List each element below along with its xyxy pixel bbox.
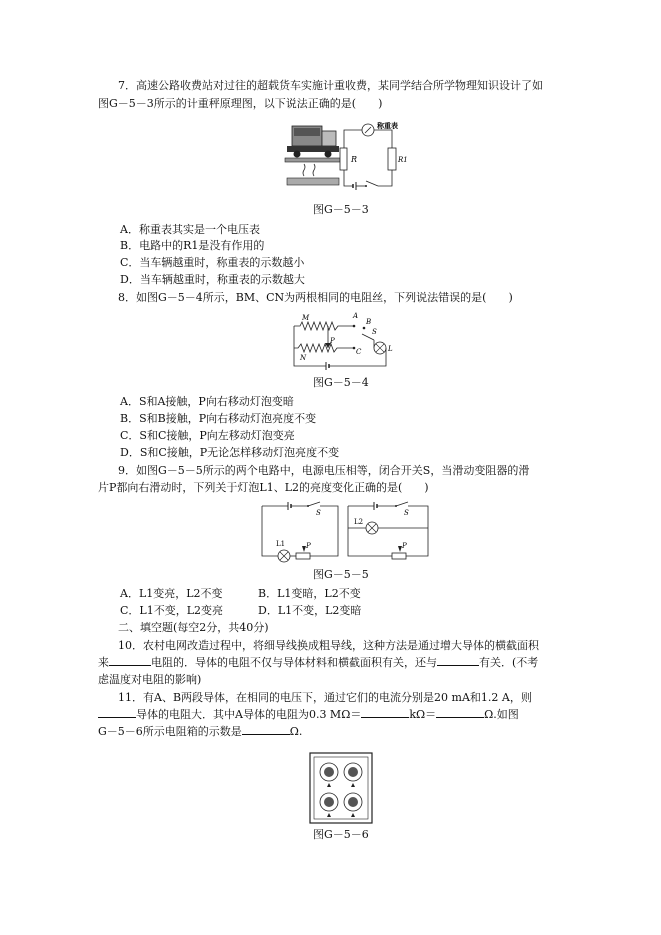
figure-g-5-3: [282, 118, 422, 193]
svg-text:L1: L1: [276, 540, 286, 548]
figure-caption: 图G－5－5: [313, 568, 369, 581]
q8-option-d: D．S和C接触，P无论怎样移动灯泡亮度不变: [120, 446, 340, 459]
q9-option-d: D．L1不变，L2变暗: [258, 604, 362, 617]
q10-line2: 来 电阻的．导体的电阻不仅与导体材料和横截面积有关，还与 有关．(不考: [98, 656, 539, 669]
q8-line1: 8．如图G－5－4所示，BM、CN为两根相同的电阻丝，下列说法错误的是( ): [118, 291, 513, 304]
q10-line3: 虑温度对电阻的影响): [98, 673, 202, 686]
figure-caption: 图G－5－3: [313, 203, 369, 216]
svg-text:M: M: [302, 314, 310, 322]
blank-field: [361, 707, 409, 718]
resistance-box-figure: [309, 752, 373, 824]
svg-text:B: B: [366, 318, 372, 326]
meter-label: 称重表: [377, 121, 398, 130]
switch-icon: [396, 502, 408, 506]
rheostat-icon: [296, 553, 310, 559]
svg-text:N: N: [300, 354, 307, 362]
blank-field: [242, 724, 290, 735]
circuit-left: [262, 502, 338, 562]
svg-text:S: S: [372, 328, 377, 336]
blank-field: [436, 707, 484, 718]
q10-line1: 10．农村电网改造过程中，将细导线换成粗导线，这种方法是通过增大导体的横截面积: [118, 639, 539, 652]
resistance-wire-bm: [294, 322, 354, 330]
q8-option-b: B．S和B接触，P向右移动灯泡亮度不变: [120, 412, 317, 425]
figure-caption: 图G－5－4: [313, 376, 369, 389]
q7-option-b: B．电路中的R1是没有作用的: [120, 239, 265, 252]
q9-line2: 片P都向右滑动时，下列关于灯泡L1、L2的亮度变化正确的是( ): [98, 481, 429, 494]
weighing-plate: [285, 158, 340, 162]
q9-option-a: A．L1变亮，L2不变: [120, 587, 223, 600]
q9-option-c: C．L1不变，L2变亮: [120, 604, 224, 617]
resistance-wire-cn: [294, 344, 354, 352]
q11-line1: 11．有A、B两段导体，在相同的电压下，通过它们的电流分别是20 mA和1.2 A，则: [118, 691, 532, 704]
q7-option-a: A．称重表其实是一个电压表: [120, 223, 260, 236]
q7-option-c: C．当车辆越重时，称重表的示数越小: [120, 256, 305, 269]
circuit-right: [348, 502, 428, 559]
svg-text:S: S: [404, 509, 409, 517]
svg-text:P: P: [402, 542, 407, 550]
blank-field: [109, 655, 151, 666]
blank-field: [437, 655, 479, 666]
blank-field: [98, 707, 136, 718]
q7-line1: 7．高速公路收费站对过往的超载货车实施计重收费，某同学结合所学物理知识设计了如: [118, 79, 543, 92]
q11-line3: G－5－6所示电阻箱的示数是 Ω.: [98, 725, 303, 738]
q8-option-a: A．S和A接触，P向右移动灯泡变暗: [120, 395, 294, 408]
section-heading: 二、填空题(每空2分，共40分): [118, 621, 269, 634]
svg-text:L: L: [388, 345, 393, 353]
q7-line2: 图G－5－3所示的计重秤原理图，以下说法正确的是( ): [98, 97, 383, 110]
svg-text:S: S: [316, 509, 321, 517]
spring-icon: [303, 164, 315, 176]
svg-text:P: P: [306, 542, 311, 550]
truck-icon: [287, 126, 339, 158]
svg-text:L2: L2: [354, 518, 364, 526]
q8-option-c: C．S和C接触，P向左移动灯泡变亮: [120, 429, 295, 442]
r-label: R: [351, 155, 358, 164]
svg-text:P: P: [330, 337, 335, 345]
switch-icon: [308, 502, 320, 506]
svg-text:A: A: [353, 312, 359, 320]
figure-caption: 图G－5－6: [313, 828, 369, 841]
q9-line1: 9．如图G－5－5所示的两个电路中，电源电压相等，闭合开关S，当滑动变阻器的滑: [118, 464, 530, 477]
base-block: [287, 178, 339, 185]
resistor-r1: [388, 148, 396, 170]
switch-icon: [366, 181, 378, 186]
figure-g-5-5: [262, 500, 442, 560]
r1-label: R1: [398, 156, 408, 164]
rheostat-icon: [392, 553, 406, 559]
q7-option-d: D．当车辆越重时，称重表的示数越大: [120, 273, 305, 286]
q9-option-b: B．L1变暗，L2不变: [258, 587, 361, 600]
svg-text:C: C: [356, 348, 362, 356]
q11-line2: 导体的电阻大．其中A导体的电阻为0.3 MΩ＝ kΩ＝ Ω.如图: [98, 707, 519, 723]
figure-g-5-4: [292, 312, 402, 372]
